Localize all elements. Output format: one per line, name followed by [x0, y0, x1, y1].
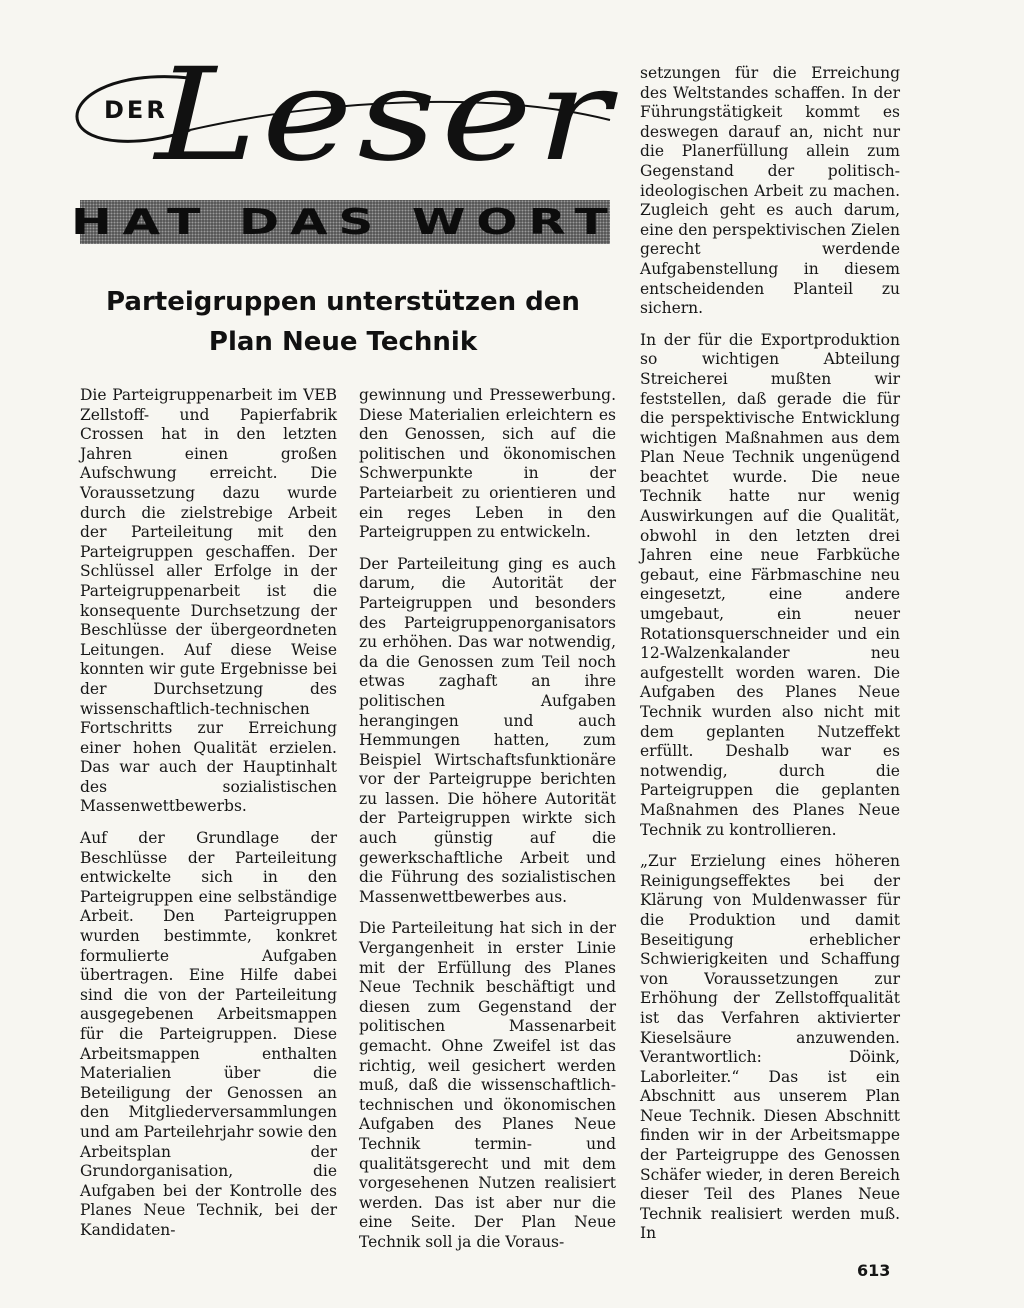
paragraph: Der Parteileitung ging es auch darum, die Autorität der Parteigruppen und besonders des Parteigruppenorganisators zu erhöhen. Das war notwendig, da die Genossen zum Teil noch etwas zaghaft an ihre politischen Aufgaben herangingen und auch Hemmungen hatten, zum Beispiel Wirtschaftsfunktionäre vor der Parteigruppe berichten zu lassen. Die höhere Autorität der Parteigruppen wirkte sich auch günstig auf die gewerkschaftliche Arbeit und die Führung des sozialistischen Massenwettbewerbes aus. — [359, 554, 616, 906]
masthead — [70, 41, 619, 250]
text-column-3 — [640, 64, 900, 1256]
paragraph: Auf der Grundlage der Beschlüsse der Parteileitung entwickelte sich in den Parteigruppen eine selbständige Arbeit. Den Parteigruppen wurden bestimmte, konkret formulierte Aufgaben übertragen. Eine Hilfe dabei sind die von der Parteileitung ausgegebenen Arbeitsmappen für die Parteigruppen. Diese Arbeitsmappen enthalten Materialien über die Beteiligung der Genossen an den Mitgliederversammlungen und am Parteilehrjahr sowie den Arbeitsplan der Grundorganisation, die Aufgaben bei der Kontrolle des Planes Neue Technik, bei der Kandidaten- — [80, 829, 337, 1239]
article-headline — [88, 282, 598, 362]
page-number: 613 — [857, 1261, 891, 1280]
masthead-banner-text: HAT DAS WORT — [71, 201, 619, 243]
paragraph: setzungen für die Erreichung des Weltstandes schaffen. In der Führungstätigkeit kommt es deswegen darauf an, nicht nur die Planerfüllung allein zum Gegenstand der politisch-ideologischen Arbeit zu machen. Zugleich geht es auch darum, eine den perspektivischen Zielen gerecht werdende Aufgabenstellung in diesem entscheidenden Planteil zu sichern. — [640, 64, 900, 318]
paragraph: In der für die Exportproduktion so wichtigen Abteilung Streicherei mußten wir feststellen, daß gerade die für die perspektivische Entwicklung wichtigen Maßnahmen aus dem Plan Neue Technik ungenügend beachtet wurde. Die neue Technik hatte nur wenig Auswirkungen auf die Qualität, obwohl in den letzten drei Jahren eine neue Farbküche gebaut, eine Färbmaschine neu eingesetzt, eine andere umgebaut, ein neuer Rotationsquerschneider und ein 12-Walzenkalander neu aufgestellt worden waren. Die Aufgaben des Planes Neue Technik wurden also nicht mit dem geplanten Nutzeffekt erfüllt. Deshalb war es notwendig, durch die Parteigruppen die geplanten Maßnahmen des Planes Neue Technik zu kontrollieren. — [640, 330, 900, 839]
masthead-banner — [71, 200, 619, 244]
paragraph: gewinnung und Pressewerbung. Diese Materialien erleichtern es den Genossen, sich auf die politischen und ökonomischen Schwerpunkte in der Parteiarbeit zu orientieren und ein reges Leben in den Parteigruppen zu entwickeln. — [359, 386, 616, 542]
text-column-2 — [359, 386, 616, 1265]
paragraph: „Zur Erzielung eines höheren Reinigungseffektes bei der Klärung von Muldenwasser für die Produktion und damit Beseitigung erheblicher Schwierigkeiten und Schaffung von Voraussetzungen zur Erhöhung der Zellstoffqualität ist das Verfahren aktivierter Kieselsäure anzuwenden. Verantwortlich: Döink, Laborleiter.“ Das ist ein Abschnitt aus unserem Plan Neue Technik. Diesen Abschnitt finden wir in der Arbeitsmappe der Parteigruppe des Genossen Schäfer wieder, in deren Bereich dieser Teil des Planes Neue Technik realisiert werden muß. In — [640, 852, 900, 1243]
paragraph: Die Parteigruppenarbeit im VEB Zellstoff- und Papierfabrik Crossen hat in den letzten Jahren einen großen Aufschwung erreicht. Die Voraussetzung dazu wurde durch die zielstrebige Arbeit der Parteileitung mit den Parteigruppen geschaffen. Der Schlüssel aller Erfolge in der Parteigruppenarbeit ist die konsequente Durchsetzung der Beschlüsse der übergeordneten Leitungen. Auf diese Weise konnten wir gute Ergebnisse bei der Durchsetzung des wissenschaftlich-technischen Fortschritts zur Erreichung einer hohen Qualität erzielen. Das war auch der Hauptinhalt des sozialistischen Massenwettbewerbs. — [80, 386, 337, 816]
text-column-1 — [80, 386, 337, 1253]
paragraph: Die Parteileitung hat sich in der Vergangenheit in erster Linie mit der Erfüllung des Planes Neue Technik beschäftigt und diesen zum Gegenstand der politischen Massenarbeit gemacht. Ohne Zweifel ist das richtig, weil gesichert werden muß, daß die wissenschaftlich-technischen und ökonomischen Aufgaben des Planes Neue Technik termin- und qualitätsgerecht und mit dem vorgesehenen Nutzen realisiert werden. Das ist aber nur die eine Seite. Der Plan Neue Technik soll ja die Voraus- — [359, 919, 616, 1251]
masthead-prefix: DER — [104, 96, 168, 124]
masthead-script-title: Leser — [155, 41, 616, 190]
headline-line-1: Parteigruppen unterstützen den — [106, 287, 580, 317]
headline-line-2: Plan Neue Technik — [208, 327, 478, 357]
